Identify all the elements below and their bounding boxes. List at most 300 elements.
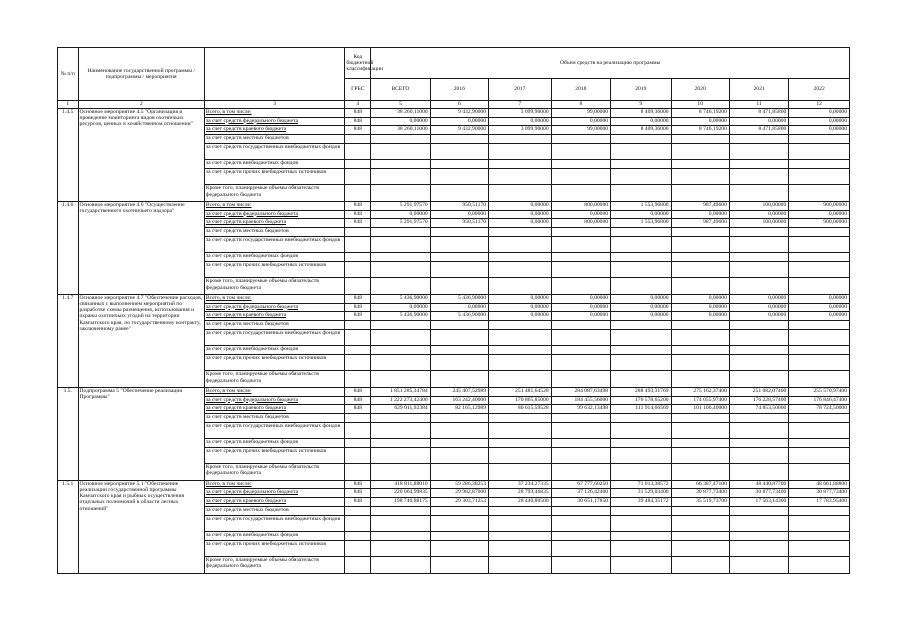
funding-source-label: за счет средств прочих внебюджетных источников: [204, 540, 344, 557]
funding-source-label: за счет средств прочих внебюджетных источников: [204, 447, 344, 464]
amount-cell: 3 099,90000: [489, 109, 552, 118]
amount-cell: [671, 185, 729, 202]
funding-source-label: за счет средств государственных внебюджетных фондов: [204, 329, 344, 346]
amount-cell: 38 260,11000: [371, 126, 430, 135]
column-number: 7: [489, 101, 552, 109]
amount-cell: [611, 346, 671, 355]
amount-cell: 800,00000: [551, 201, 610, 210]
funding-source-label: за счет средств федерального бюджета: [204, 303, 344, 312]
amount-cell: 245 407,52989: [430, 387, 488, 396]
amount-cell: 0,00000: [789, 303, 850, 312]
funding-source-label: за счет средств государственных внебюджетных фондов: [204, 143, 344, 160]
column-number: 3: [204, 101, 344, 109]
funding-source-label: за счет средств краевого бюджета: [204, 498, 344, 507]
amount-cell: [489, 464, 552, 481]
amount-cell: [371, 160, 430, 169]
row-number: 1.4.6: [58, 201, 79, 294]
column-number: 11: [729, 101, 788, 109]
amount-cell: 0,00000: [789, 294, 850, 303]
amount-cell: [551, 532, 610, 541]
amount-cell: 0,00000: [611, 294, 671, 303]
amount-cell: [671, 447, 729, 464]
amount-cell: [430, 515, 488, 532]
amount-cell: [371, 532, 430, 541]
amount-cell: [611, 135, 671, 144]
row-number: 1.5.: [58, 387, 79, 480]
column-number: 10: [671, 101, 729, 109]
amount-cell: [371, 278, 430, 295]
header-no: № п/п: [58, 48, 79, 101]
grbs-code: [345, 236, 371, 253]
amount-cell: [789, 346, 850, 355]
amount-cell: 0,00000: [551, 303, 610, 312]
amount-cell: 100,00000: [729, 201, 788, 210]
amount-cell: 987,49600: [671, 201, 729, 210]
amount-cell: [371, 371, 430, 388]
funding-source-label: за счет средств федерального бюджета: [204, 117, 344, 126]
amount-cell: [430, 261, 488, 278]
table-row: [58, 387, 850, 396]
amount-cell: [489, 135, 552, 144]
funding-source-label: Кроме того, планируемые объемы обязательств федерального бюджета: [204, 371, 344, 388]
amount-cell: [371, 261, 430, 278]
amount-cell: 37 234,27335: [489, 480, 552, 489]
amount-cell: 176 228,57400: [729, 396, 788, 405]
amount-cell: [551, 346, 610, 355]
amount-cell: 0,00000: [611, 210, 671, 219]
amount-cell: [729, 540, 788, 557]
amount-cell: [551, 506, 610, 515]
amount-cell: 288 493,31769: [611, 387, 671, 396]
amount-cell: [489, 540, 552, 557]
amount-cell: 67 777,60250: [551, 480, 610, 489]
funding-source-label: Всего, в том числе:: [204, 387, 344, 396]
amount-cell: 0,00000: [671, 303, 729, 312]
amount-cell: 5 291,97570: [371, 201, 430, 210]
amount-cell: [729, 320, 788, 329]
amount-cell: 99 632,13498: [551, 405, 610, 414]
amount-cell: [671, 532, 729, 541]
funding-source-label: Всего, в том числе:: [204, 201, 344, 210]
amount-cell: [671, 422, 729, 439]
amount-cell: [789, 168, 850, 185]
amount-cell: 1 851 285,34784: [371, 387, 430, 396]
grbs-code: [345, 532, 371, 541]
amount-cell: [789, 532, 850, 541]
grbs-code: 848: [345, 303, 371, 312]
amount-cell: [789, 439, 850, 448]
amount-cell: [430, 447, 488, 464]
amount-cell: 0,00000: [489, 294, 552, 303]
amount-cell: 28 440,80500: [489, 498, 552, 507]
funding-source-label: за счет средств внебюджетных фондов: [204, 532, 344, 541]
grbs-code: [345, 371, 371, 388]
funding-source-label: за счет средств внебюджетных фондов: [204, 160, 344, 169]
amount-cell: [551, 439, 610, 448]
amount-cell: 30 877,73400: [729, 489, 788, 498]
amount-cell: 0,00000: [371, 303, 430, 312]
grbs-code: 848: [345, 117, 371, 126]
amount-cell: 0,00000: [551, 117, 610, 126]
amount-cell: [789, 447, 850, 464]
amount-cell: [371, 557, 430, 574]
amount-cell: 176 846,47400: [789, 396, 850, 405]
amount-cell: [789, 557, 850, 574]
column-number-row: [58, 101, 850, 109]
amount-cell: 5 436,90000: [371, 294, 430, 303]
amount-cell: 66 387,47100: [671, 480, 729, 489]
amount-cell: [489, 143, 552, 160]
amount-cell: [551, 447, 610, 464]
amount-cell: 5 291,97570: [371, 219, 430, 228]
amount-cell: [729, 439, 788, 448]
column-number: 5: [371, 101, 430, 109]
amount-cell: 950,51170: [430, 201, 488, 210]
row-number: 1.4.5: [58, 109, 79, 202]
amount-cell: [489, 354, 552, 371]
amount-cell: 0,00000: [489, 219, 552, 228]
funding-source-label: за счет средств местных бюджетов: [204, 228, 344, 237]
table-row: [58, 480, 850, 489]
amount-cell: 275 162,37400: [671, 387, 729, 396]
amount-cell: [729, 228, 788, 237]
amount-cell: 0,00000: [671, 312, 729, 321]
amount-cell: 5 436,90000: [371, 312, 430, 321]
header-year: ВСЕГО: [371, 79, 430, 101]
amount-cell: [430, 168, 488, 185]
amount-cell: 59 286,38253: [430, 480, 488, 489]
amount-cell: 5 436,90000: [430, 294, 488, 303]
amount-cell: [611, 439, 671, 448]
amount-cell: [371, 464, 430, 481]
grbs-code: [345, 253, 371, 262]
amount-cell: 80 615,59528: [489, 405, 552, 414]
amount-cell: [371, 185, 430, 202]
amount-cell: 8 746,19200: [671, 126, 729, 135]
amount-cell: [430, 506, 488, 515]
amount-cell: [671, 236, 729, 253]
grbs-code: 848: [345, 480, 371, 489]
funding-source-label: за счет средств краевого бюджета: [204, 405, 344, 414]
amount-cell: 74 853,50000: [729, 405, 788, 414]
funding-source-label: за счет средств внебюджетных фондов: [204, 346, 344, 355]
amount-cell: 48 440,87700: [729, 480, 788, 489]
table-row: [58, 109, 850, 118]
amount-cell: [671, 346, 729, 355]
funding-source-label: Всего, в том числе:: [204, 480, 344, 489]
amount-cell: [671, 439, 729, 448]
grbs-code: 848: [345, 405, 371, 414]
grbs-code: 848: [345, 396, 371, 405]
amount-cell: 5 436,90000: [430, 312, 488, 321]
column-number: 1: [58, 101, 79, 109]
amount-cell: [789, 160, 850, 169]
amount-cell: [489, 228, 552, 237]
amount-cell: [551, 160, 610, 169]
amount-cell: [729, 532, 788, 541]
header-year: 2020: [671, 79, 729, 101]
amount-cell: [489, 371, 552, 388]
amount-cell: [671, 329, 729, 346]
amount-cell: 99,00000: [551, 109, 610, 118]
amount-cell: [729, 447, 788, 464]
amount-cell: [489, 320, 552, 329]
amount-cell: [430, 422, 488, 439]
amount-cell: [611, 447, 671, 464]
amount-cell: [551, 540, 610, 557]
amount-cell: [430, 329, 488, 346]
amount-cell: [729, 135, 788, 144]
amount-cell: [729, 464, 788, 481]
header-year: 2019: [611, 79, 671, 101]
measure-name: Основное мероприятие 4.6 "Осуществление государственного охотничьего надзора": [78, 201, 204, 294]
measure-name: Основное мероприятие 4.7 "Обеспечение расходов, связанных с выполнением мероприятий по разработке схемы размещения, использования и охраны охотничьих угодий на территории Камчатского края, по государственному контракту, заключенному ранее": [78, 294, 204, 387]
amount-cell: 100,00000: [729, 219, 788, 228]
amount-cell: [551, 354, 610, 371]
budget-table-body: [58, 109, 850, 574]
amount-cell: 251 481,64528: [489, 387, 552, 396]
amount-cell: [489, 185, 552, 202]
funding-source-label: за счет средств государственных внебюджетных фондов: [204, 236, 344, 253]
amount-cell: [611, 540, 671, 557]
amount-cell: 900,00000: [789, 219, 850, 228]
amount-cell: 8 471,85800: [729, 126, 788, 135]
amount-cell: [611, 354, 671, 371]
amount-cell: 174 055,97400: [671, 396, 729, 405]
amount-cell: [789, 320, 850, 329]
amount-cell: [789, 278, 850, 295]
funding-source-label: за счет средств краевого бюджета: [204, 126, 344, 135]
amount-cell: 0,00000: [430, 117, 488, 126]
amount-cell: [671, 515, 729, 532]
amount-cell: [489, 422, 552, 439]
amount-cell: [551, 320, 610, 329]
amount-cell: 0,00000: [729, 294, 788, 303]
amount-cell: 8 409,36000: [611, 109, 671, 118]
grbs-code: [345, 557, 371, 574]
amount-cell: [371, 422, 430, 439]
header-year: 2016: [430, 79, 488, 101]
header-empty: [204, 48, 344, 101]
amount-cell: 30 877,73400: [789, 489, 850, 498]
grbs-code: 848: [345, 210, 371, 219]
amount-cell: [789, 464, 850, 481]
amount-cell: [489, 532, 552, 541]
funding-source-label: за счет средств прочих внебюджетных источников: [204, 261, 344, 278]
amount-cell: [551, 464, 610, 481]
funding-source-label: Кроме того, планируемые объемы обязательств федерального бюджета: [204, 185, 344, 202]
amount-cell: [551, 168, 610, 185]
amount-cell: [551, 236, 610, 253]
amount-cell: [671, 253, 729, 262]
grbs-code: [345, 278, 371, 295]
budget-table: [57, 47, 850, 574]
amount-cell: [430, 413, 488, 422]
grbs-code: [345, 143, 371, 160]
amount-cell: [611, 228, 671, 237]
amount-cell: [489, 506, 552, 515]
amount-cell: 0,00000: [789, 210, 850, 219]
amount-cell: 35 519,73700: [671, 498, 729, 507]
amount-cell: [729, 515, 788, 532]
amount-cell: 176 578,65200: [611, 396, 671, 405]
amount-cell: [430, 135, 488, 144]
amount-cell: [611, 532, 671, 541]
amount-cell: [671, 540, 729, 557]
funding-source-label: за счет средств прочих внебюджетных источников: [204, 354, 344, 371]
amount-cell: [430, 160, 488, 169]
amount-cell: [371, 236, 430, 253]
amount-cell: [671, 464, 729, 481]
amount-cell: 987,49600: [671, 219, 729, 228]
amount-cell: [551, 371, 610, 388]
amount-cell: 101 106,40000: [671, 405, 729, 414]
amount-cell: [430, 464, 488, 481]
grbs-code: 848: [345, 489, 371, 498]
amount-cell: 0,00000: [489, 201, 552, 210]
amount-cell: 800,00000: [551, 219, 610, 228]
grbs-code: [345, 346, 371, 355]
amount-cell: [371, 143, 430, 160]
amount-cell: [611, 371, 671, 388]
funding-source-label: Кроме того, планируемые объемы обязательств федерального бюджета: [204, 464, 344, 481]
grbs-code: [345, 515, 371, 532]
funding-source-label: за счет средств местных бюджетов: [204, 506, 344, 515]
amount-cell: [371, 506, 430, 515]
amount-cell: [789, 506, 850, 515]
grbs-code: [345, 168, 371, 185]
amount-cell: [371, 320, 430, 329]
amount-cell: [430, 143, 488, 160]
amount-cell: [789, 422, 850, 439]
amount-cell: 30 651,17850: [551, 498, 610, 507]
amount-cell: 0,00000: [489, 303, 552, 312]
amount-cell: [729, 160, 788, 169]
amount-cell: [611, 261, 671, 278]
grbs-code: [345, 185, 371, 202]
amount-cell: [611, 320, 671, 329]
amount-cell: 0,00000: [430, 210, 488, 219]
grbs-code: [345, 447, 371, 464]
header-name: Наименование государственной программы / подпрограммы / мероприятия: [78, 48, 204, 101]
amount-cell: 0,00000: [551, 210, 610, 219]
funding-source-label: Всего, в том числе:: [204, 109, 344, 118]
amount-cell: [430, 557, 488, 574]
grbs-code: [345, 422, 371, 439]
amount-cell: [611, 506, 671, 515]
amount-cell: [551, 557, 610, 574]
funding-source-label: Кроме того, планируемые объемы обязательств федерального бюджета: [204, 278, 344, 295]
amount-cell: 37 126,42400: [551, 489, 610, 498]
grbs-code: [345, 464, 371, 481]
amount-cell: 0,00000: [671, 210, 729, 219]
amount-cell: 900,00000: [789, 201, 850, 210]
amount-cell: 0,00000: [551, 294, 610, 303]
column-number: 12: [789, 101, 850, 109]
amount-cell: [371, 439, 430, 448]
grbs-code: [345, 135, 371, 144]
amount-cell: [729, 346, 788, 355]
amount-cell: [430, 278, 488, 295]
amount-cell: 0,00000: [671, 117, 729, 126]
amount-cell: [789, 371, 850, 388]
amount-cell: [789, 228, 850, 237]
amount-cell: [611, 413, 671, 422]
amount-cell: 163 242,40000: [430, 396, 488, 405]
amount-cell: [551, 185, 610, 202]
amount-cell: [489, 439, 552, 448]
amount-cell: [551, 261, 610, 278]
amount-cell: [430, 371, 488, 388]
amount-cell: [671, 354, 729, 371]
amount-cell: 30 877,73400: [671, 489, 729, 498]
amount-cell: [789, 135, 850, 144]
amount-cell: 8 409,36000: [611, 126, 671, 135]
funding-source-label: за счет средств местных бюджетов: [204, 413, 344, 422]
grbs-code: 848: [345, 126, 371, 135]
funding-source-label: за счет средств внебюджетных фондов: [204, 439, 344, 448]
header-grbs: ГРБС: [345, 79, 371, 101]
funding-source-label: за счет средств государственных внебюджетных фондов: [204, 422, 344, 439]
amount-cell: 29 982,87000: [430, 489, 488, 498]
amount-cell: [729, 413, 788, 422]
amount-cell: [551, 413, 610, 422]
amount-cell: 17 783,95400: [789, 498, 850, 507]
amount-cell: 220 064,99835: [371, 489, 430, 498]
amount-cell: [430, 253, 488, 262]
grbs-code: [345, 261, 371, 278]
amount-cell: 71 013,38572: [611, 480, 671, 489]
funding-source-label: за счет средств краевого бюджета: [204, 312, 344, 321]
funding-source-label: Кроме того, планируемые объемы обязательств федерального бюджета: [204, 557, 344, 574]
amount-cell: [789, 515, 850, 532]
header-year: 2021: [729, 79, 788, 101]
amount-cell: [729, 278, 788, 295]
amount-cell: 0,00000: [489, 210, 552, 219]
column-number: 9: [611, 101, 671, 109]
amount-cell: 0,00000: [789, 109, 850, 118]
amount-cell: 8 746,19200: [671, 109, 729, 118]
row-number: 1.4.7: [58, 294, 79, 387]
amount-cell: [789, 354, 850, 371]
amount-cell: [489, 447, 552, 464]
amount-cell: [611, 236, 671, 253]
grbs-code: [345, 329, 371, 346]
amount-cell: 0,00000: [489, 117, 552, 126]
header-code: Код бюджетной классификации: [345, 48, 371, 79]
amount-cell: 28 793,46835: [489, 489, 552, 498]
grbs-code: 848: [345, 312, 371, 321]
amount-cell: 0,00000: [729, 117, 788, 126]
amount-cell: [789, 329, 850, 346]
amount-cell: [489, 278, 552, 295]
amount-cell: 78 724,50000: [789, 405, 850, 414]
amount-cell: 3 099,90000: [489, 126, 552, 135]
funding-source-label: за счет средств федерального бюджета: [204, 210, 344, 219]
amount-cell: [551, 515, 610, 532]
amount-cell: 0,00000: [611, 303, 671, 312]
amount-cell: [611, 422, 671, 439]
amount-cell: [611, 329, 671, 346]
amount-cell: 251 082,07400: [729, 387, 788, 396]
grbs-code: 848: [345, 219, 371, 228]
funding-source-label: за счет средств местных бюджетов: [204, 320, 344, 329]
amount-cell: 0,00000: [789, 312, 850, 321]
amount-cell: 255 570,97400: [789, 387, 850, 396]
amount-cell: [430, 439, 488, 448]
amount-cell: 48 661,88800: [789, 480, 850, 489]
amount-cell: [671, 413, 729, 422]
